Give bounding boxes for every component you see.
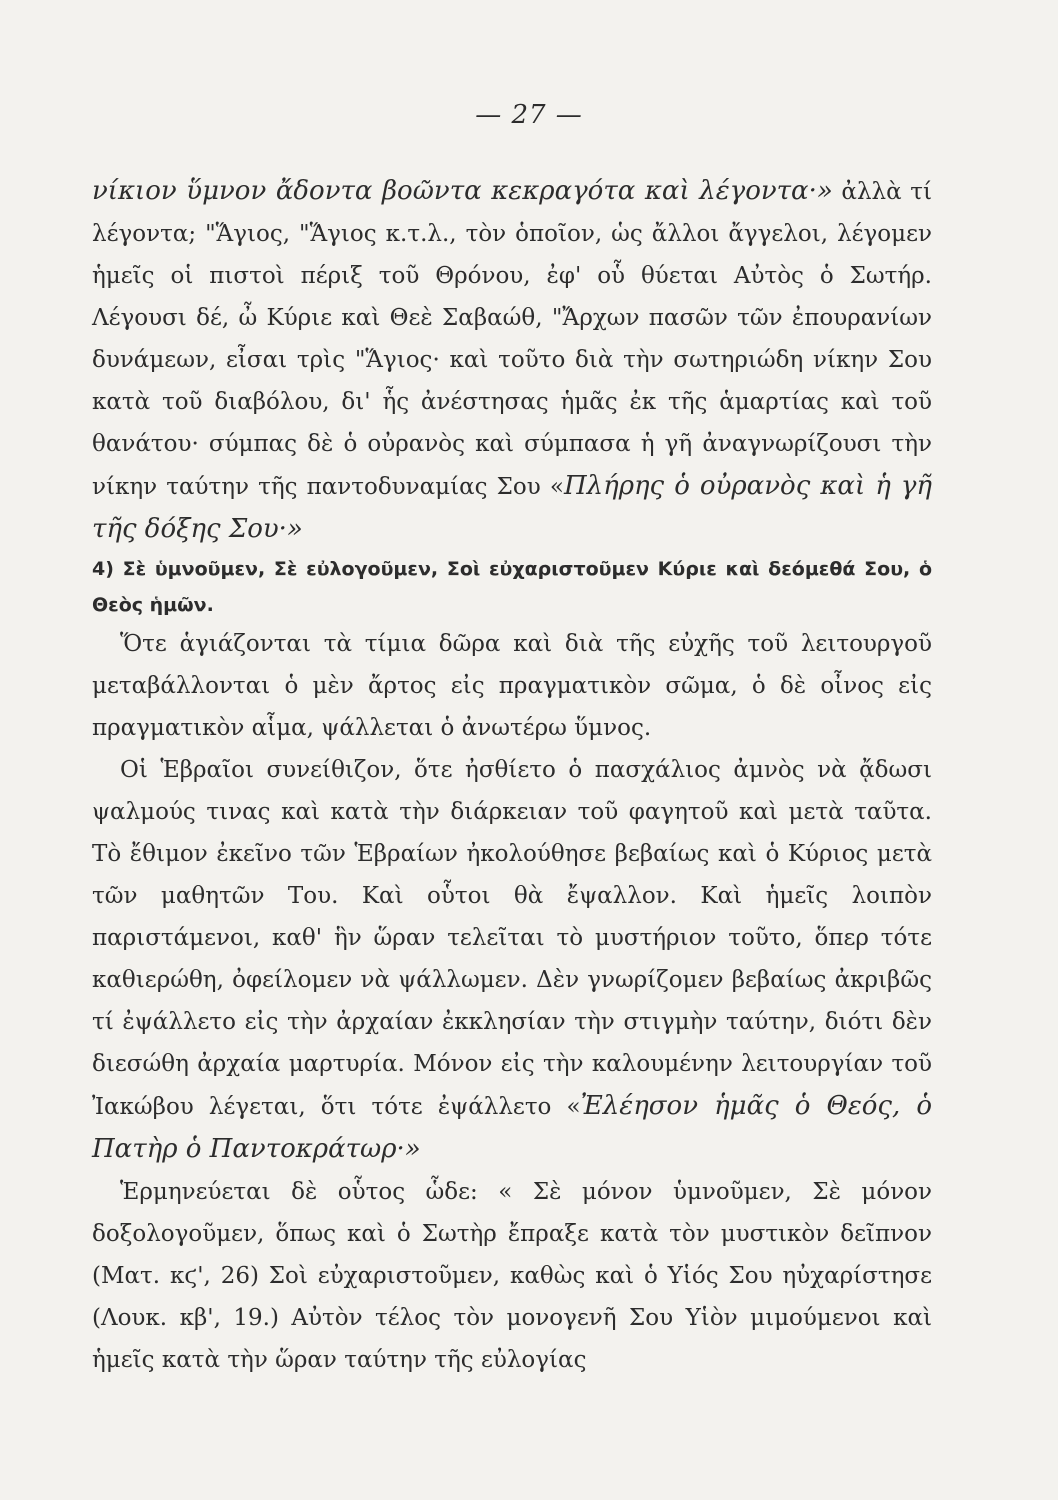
quoted-hymn-line: Πλήρης ὁ οὐρανὸς καὶ ἡ γῆ τῆς δόξης Σου·» bbox=[92, 471, 932, 544]
opening-paragraph bbox=[92, 170, 932, 551]
page-number: — 27 — bbox=[475, 100, 583, 130]
body-paragraph-3: Ἑρμηνεύεται δὲ οὗτος ὧδε: « Σὲ μόνον ὑμνοῦμεν, Σὲ μόνον δοξολογοῦμεν, ὅπως καὶ ὁ Σωτὴρ ἔπραξε κατὰ τὸν μυστικὸν δεῖπνον (Ματ. κϛ', 26) Σοὶ εὐχαριστοῦμεν, καθὼς καὶ ὁ Υἱός Σου ηὐχαρίστησε (Λουκ. κβ', 19.) Αὐτὸν τέλος τὸν μονογενῆ Σου Υἱὸν μιμούμενοι καὶ ἡμεῖς κατὰ τὴν ὥραν ταύτην τῆς εὐλογίας bbox=[92, 1179, 932, 1373]
page-text bbox=[92, 170, 932, 1381]
quoted-liturgy-phrase: Ἐλέησον ἡμᾶς ὁ Θεός, ὁ Πατὴρ ὁ Παντοκράτωρ·» bbox=[92, 1091, 932, 1164]
opening-italic-phrase: νίκιον ὕμνον ἄδοντα βοῶντα κεκραγότα καὶ λέγοντα·» bbox=[92, 176, 833, 206]
opening-paragraph-text: ἀλλὰ τί λέγοντα; "Ἅγιος, "Ἅγιος κ.τ.λ., τὸν ὁποῖον, ὡς ἄλλοι ἄγγελοι, λέγομεν ἡμεῖς οἱ πιστοὶ πέριξ τοῦ Θρόνου, ἐφ' οὗ θύεται Αὐτὸς ὁ Σωτήρ. Λέγουσι δέ, ὦ Κύριε καὶ Θεὲ Σαβαώθ, "Ἄρχων πασῶν τῶν ἐπουρανίων δυνάμεων, εἶσαι τρὶς "Ἅγιος· καὶ τοῦτο διὰ τὴν σωτηριώδη νίκην Σου κατὰ τοῦ διαβόλου, δι' ἧς ἀνέστησας ἡμᾶς ἐκ τῆς ἁμαρτίας καὶ τοῦ θανάτου· σύμπας δὲ ὁ οὐρανὸς καὶ σύμπασα ἡ γῆ ἀναγνωρίζουσι τὴν νίκην ταύτην τῆς παντοδυναμίας Σου « bbox=[92, 179, 932, 500]
body-paragraph-2 bbox=[92, 749, 932, 1171]
body-paragraph-1: Ὅτε ἁγιάζονται τὰ τίμια δῶρα καὶ διὰ τῆς εὐχῆς τοῦ λειτουργοῦ μεταβάλλονται ὁ μὲν ἄρτος εἰς πραγματικὸν σῶμα, ὁ δὲ οἶνος εἰς πραγματικὸν αἷμα, ψάλλεται ὁ ἀνωτέρω ὕμνος. bbox=[92, 631, 932, 741]
body-paragraph-2-text: Οἱ Ἑβραῖοι συνείθιζον, ὅτε ἠσθίετο ὁ πασχάλιος ἀμνὸς νὰ ᾄδωσι ψαλμούς τινας καὶ κατὰ τὴν διάρκειαν τοῦ φαγητοῦ καὶ μετὰ ταῦτα. Τὸ ἔθιμον ἐκεῖνο τῶν Ἑβραίων ἠκολούθησε βεβαίως καὶ ὁ Κύριος μετὰ τῶν μαθητῶν Του. Καὶ οὗτοι θὰ ἔψαλλον. Καὶ ἡμεῖς λοιπὸν παριστάμενοι, καθ' ἣν ὥραν τελεῖται τὸ μυστήριον τοῦτο, ὅπερ τότε καθιερώθη, ὀφείλομεν νὰ ψάλλωμεν. Δὲν γνωρίζομεν βεβαίως ἀκριβῶς τί ἐψάλλετο εἰς τὴν ἀρχαίαν ἐκκλησίαν τὴν στιγμὴν ταύτην, διότι δὲν διεσώθη ἀρχαία μαρτυρία. Μόνον εἰς τὴν καλουμένην λειτουργίαν τοῦ Ἰακώβου λέγεται, ὅτι τότε ἐψάλλετο « bbox=[92, 757, 932, 1120]
section-heading: 4) Σὲ ὑμνοῦμεν, Σὲ εὐλογοῦμεν, Σοὶ εὐχαριστοῦμεν Κύριε καὶ δεόμεθά Σου, ὁ Θεὸς ἡμῶν. bbox=[92, 558, 932, 616]
